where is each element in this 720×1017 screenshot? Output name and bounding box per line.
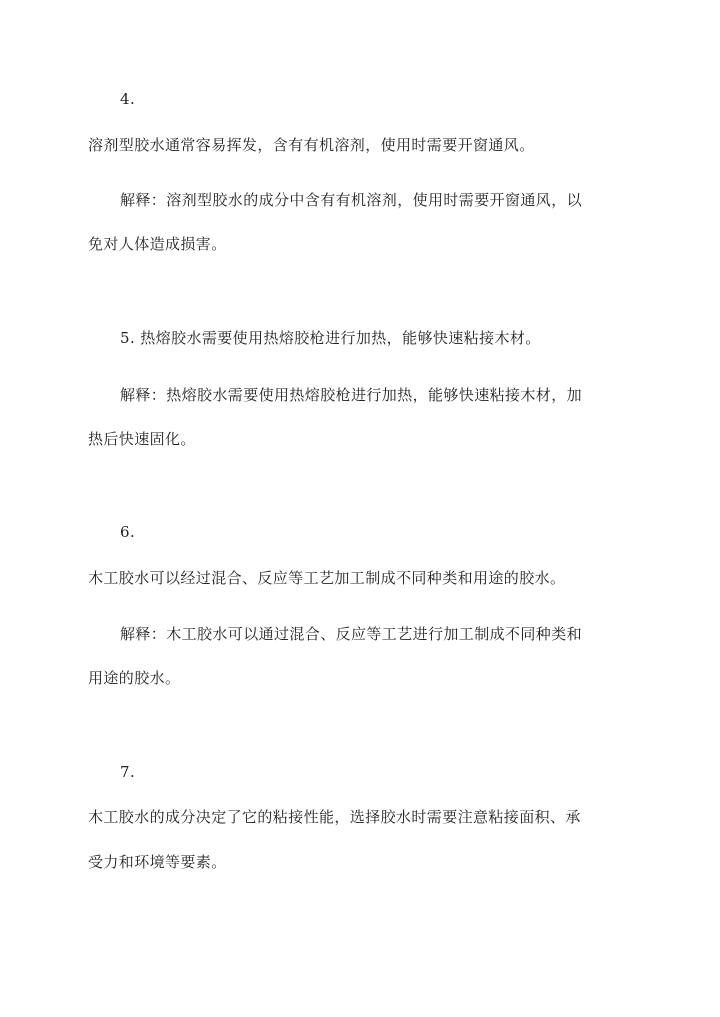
item-5-statement: 5. 热熔胶水需要使用热熔胶枪进行加热，能够快速粘接木材。 <box>120 329 541 347</box>
item-7-statement-line-1: 木工胶水的成分决定了它的粘接性能，选择胶水时需要注意粘接面积、承 <box>88 808 581 826</box>
item-6-statement: 木工胶水可以经过混合、反应等工艺加工制成不同种类和用途的胶水。 <box>88 569 566 587</box>
item-5-explanation-line-2: 热后快速固化。 <box>88 430 196 448</box>
item-4-explanation-line-2: 免对人体造成损害。 <box>88 235 227 253</box>
item-7-statement-line-2: 受力和环境等要素。 <box>88 853 227 871</box>
item-4-explanation-line-1: 解释：溶剂型胶水的成分中含有有机溶剂，使用时需要开窗通风，以 <box>120 191 583 209</box>
item-6-number: 6. <box>120 523 136 541</box>
item-6-explanation-line-2: 用途的胶水。 <box>88 669 181 687</box>
item-6-explanation-line-1: 解释：木工胶水可以通过混合、反应等工艺进行加工制成不同种类和 <box>120 625 583 643</box>
item-5-explanation-line-1: 解释：热熔胶水需要使用热熔胶枪进行加热，能够快速粘接木材，加 <box>120 386 583 404</box>
item-7-number: 7. <box>120 763 136 781</box>
item-4-statement: 溶剂型胶水通常容易挥发，含有有机溶剂，使用时需要开窗通风。 <box>88 136 535 154</box>
item-4-number: 4. <box>120 90 136 108</box>
